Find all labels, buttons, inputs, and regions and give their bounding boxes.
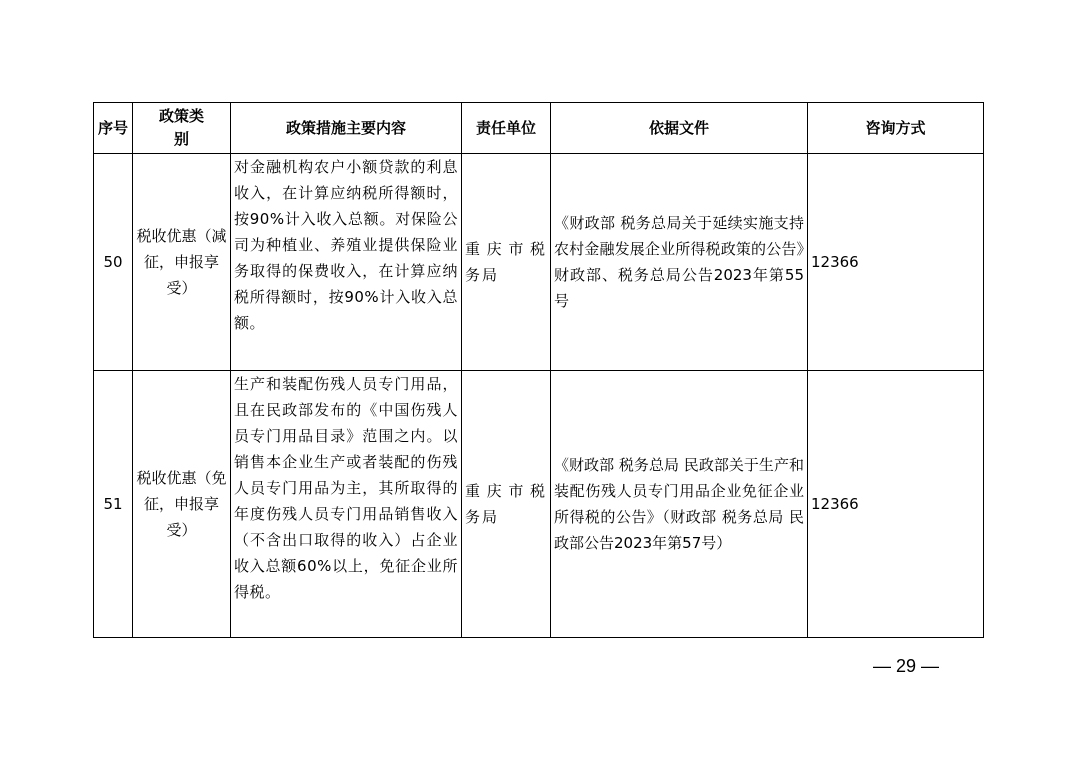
consult-contact: 12366: [808, 154, 984, 371]
table-row: [94, 154, 984, 371]
policy-category: 税收优惠（减征，申报享受）: [133, 154, 231, 371]
header-contact: 咨询方式: [808, 103, 984, 154]
header-unit: 责任单位: [462, 103, 551, 154]
page-number: — 29 —: [872, 656, 940, 676]
row-number: 50: [94, 154, 133, 371]
policy-content: 生产和装配伤残人员专门用品，且在民政部发布的《中国伤残人员专门用品目录》范围之内。以销售本企业生产或者装配的伤残人员专门用品为主，其所取得的年度伤残人员专门用品销售收入（不含出口取得的收入）占企业收入总额60%以上，免征企业所得税。: [231, 371, 462, 638]
row-number: 51: [94, 371, 133, 638]
consult-contact: 12366: [808, 371, 984, 638]
policy-content: 对金融机构农户小额贷款的利息收入，在计算应纳税所得额时，按90%计入收入总额。对保险公司为种植业、养殖业提供保险业务取得的保费收入，在计算应纳税所得额时，按90%计入收入总额。: [231, 154, 462, 371]
policy-table: [93, 102, 984, 638]
responsible-unit: 重庆市税务局: [462, 371, 551, 638]
responsible-unit: 重庆市税务局: [462, 154, 551, 371]
header-seq: 序号: [94, 103, 133, 154]
table-header-row: [94, 103, 984, 154]
header-doc: 依据文件: [551, 103, 808, 154]
header-category: 政策类别: [133, 103, 231, 154]
policy-category: 税收优惠（免征，申报享受）: [133, 371, 231, 638]
basis-document: 《财政部 税务总局关于延续实施支持农村金融发展企业所得税政策的公告》财政部、税务总局公告2023年第55号: [551, 154, 808, 371]
header-content: 政策措施主要内容: [231, 103, 462, 154]
basis-document: 《财政部 税务总局 民政部关于生产和装配伤残人员专门用品企业免征企业所得税的公告》（财政部 税务总局 民政部公告2023年第57号）: [551, 371, 808, 638]
table-row: [94, 371, 984, 638]
